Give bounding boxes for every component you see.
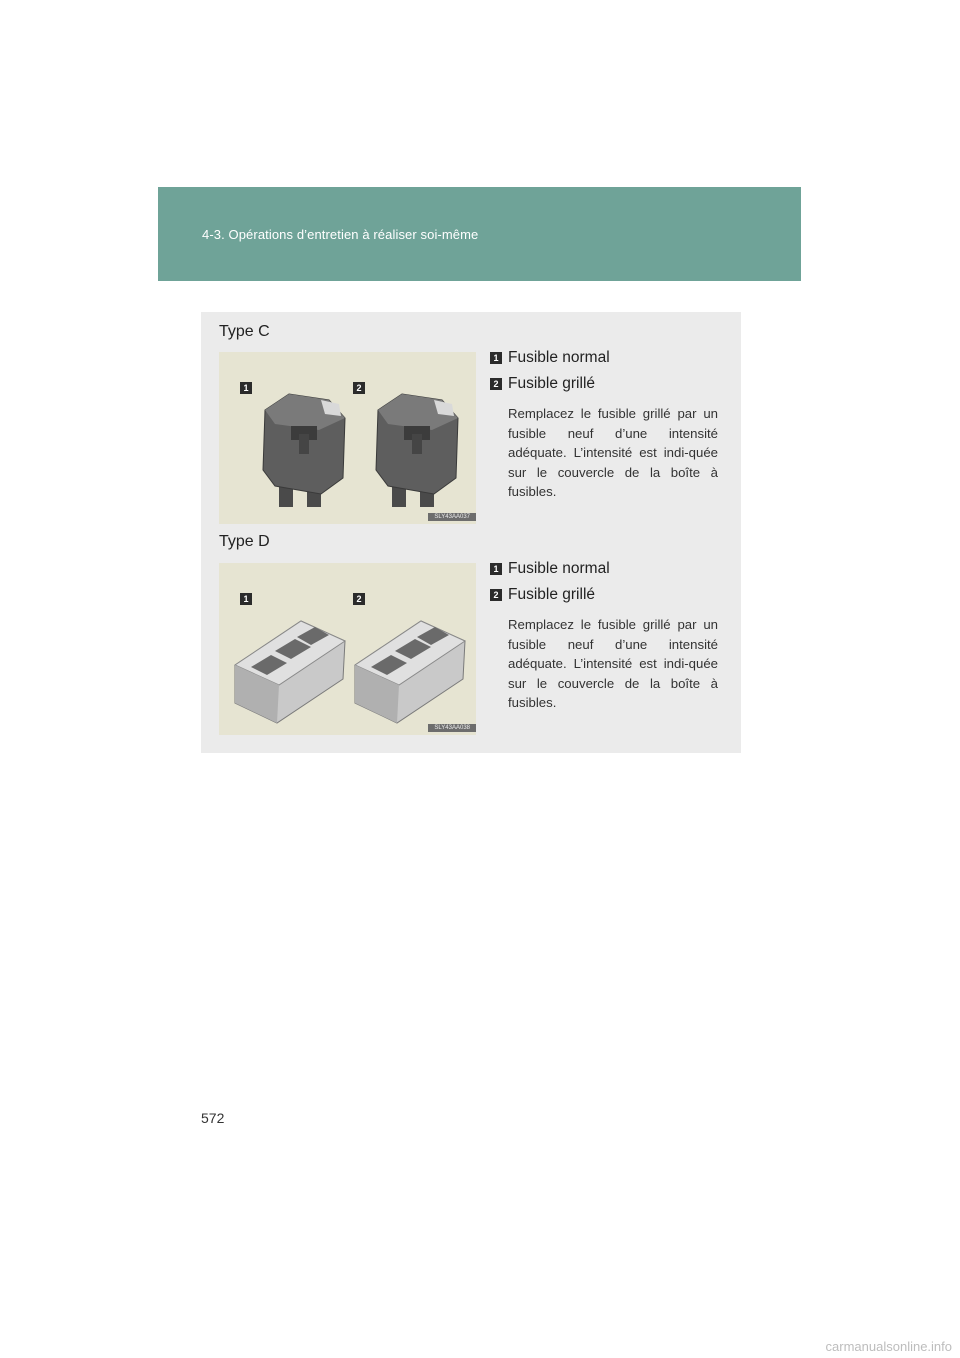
item-description: Remplacez le fusible grillé par un fusible neuf d’une intensité adéquate. L’intensité est indi-quée sur le couvercle de la boîte à fusibles. <box>508 406 718 499</box>
figure-marker-1: 1 <box>240 382 252 394</box>
watermark: carmanualsonline.info <box>825 1339 952 1354</box>
type-c-fuse-drawing <box>219 352 476 524</box>
item-number-badge: 1 <box>490 352 502 364</box>
figure-code: SLY43AA038 <box>428 724 476 732</box>
figure-marker-1: 1 <box>240 593 252 605</box>
type-d-heading: Type D <box>219 533 270 550</box>
item-number-badge: 2 <box>490 378 502 390</box>
item-label: Fusible normal <box>508 560 610 577</box>
section-title: 4-3. Opérations d’entretien à réaliser soi-même <box>202 227 479 242</box>
page-number: 572 <box>201 1110 225 1126</box>
item-description: Remplacez le fusible grillé par un fusible neuf d’une intensité adéquate. L’intensité est indi-quée sur le couvercle de la boîte à fusibles. <box>508 617 718 710</box>
type-d-fuse-drawing <box>219 563 476 735</box>
item-number-badge: 2 <box>490 589 502 601</box>
type-d-fuse-illustration <box>219 563 476 735</box>
content-panel <box>201 312 741 753</box>
figure-marker-2: 2 <box>353 382 365 394</box>
item-label: Fusible grillé <box>508 586 596 603</box>
item-label: Fusible normal <box>508 349 610 366</box>
item-number-badge: 1 <box>490 563 502 575</box>
section-header <box>158 187 801 281</box>
figure-marker-2: 2 <box>353 593 365 605</box>
item-label: Fusible grillé <box>508 375 596 392</box>
figure-code: SLY43AA037 <box>428 513 476 521</box>
type-c-heading: Type C <box>219 323 270 340</box>
type-c-fuse-illustration <box>219 352 476 524</box>
